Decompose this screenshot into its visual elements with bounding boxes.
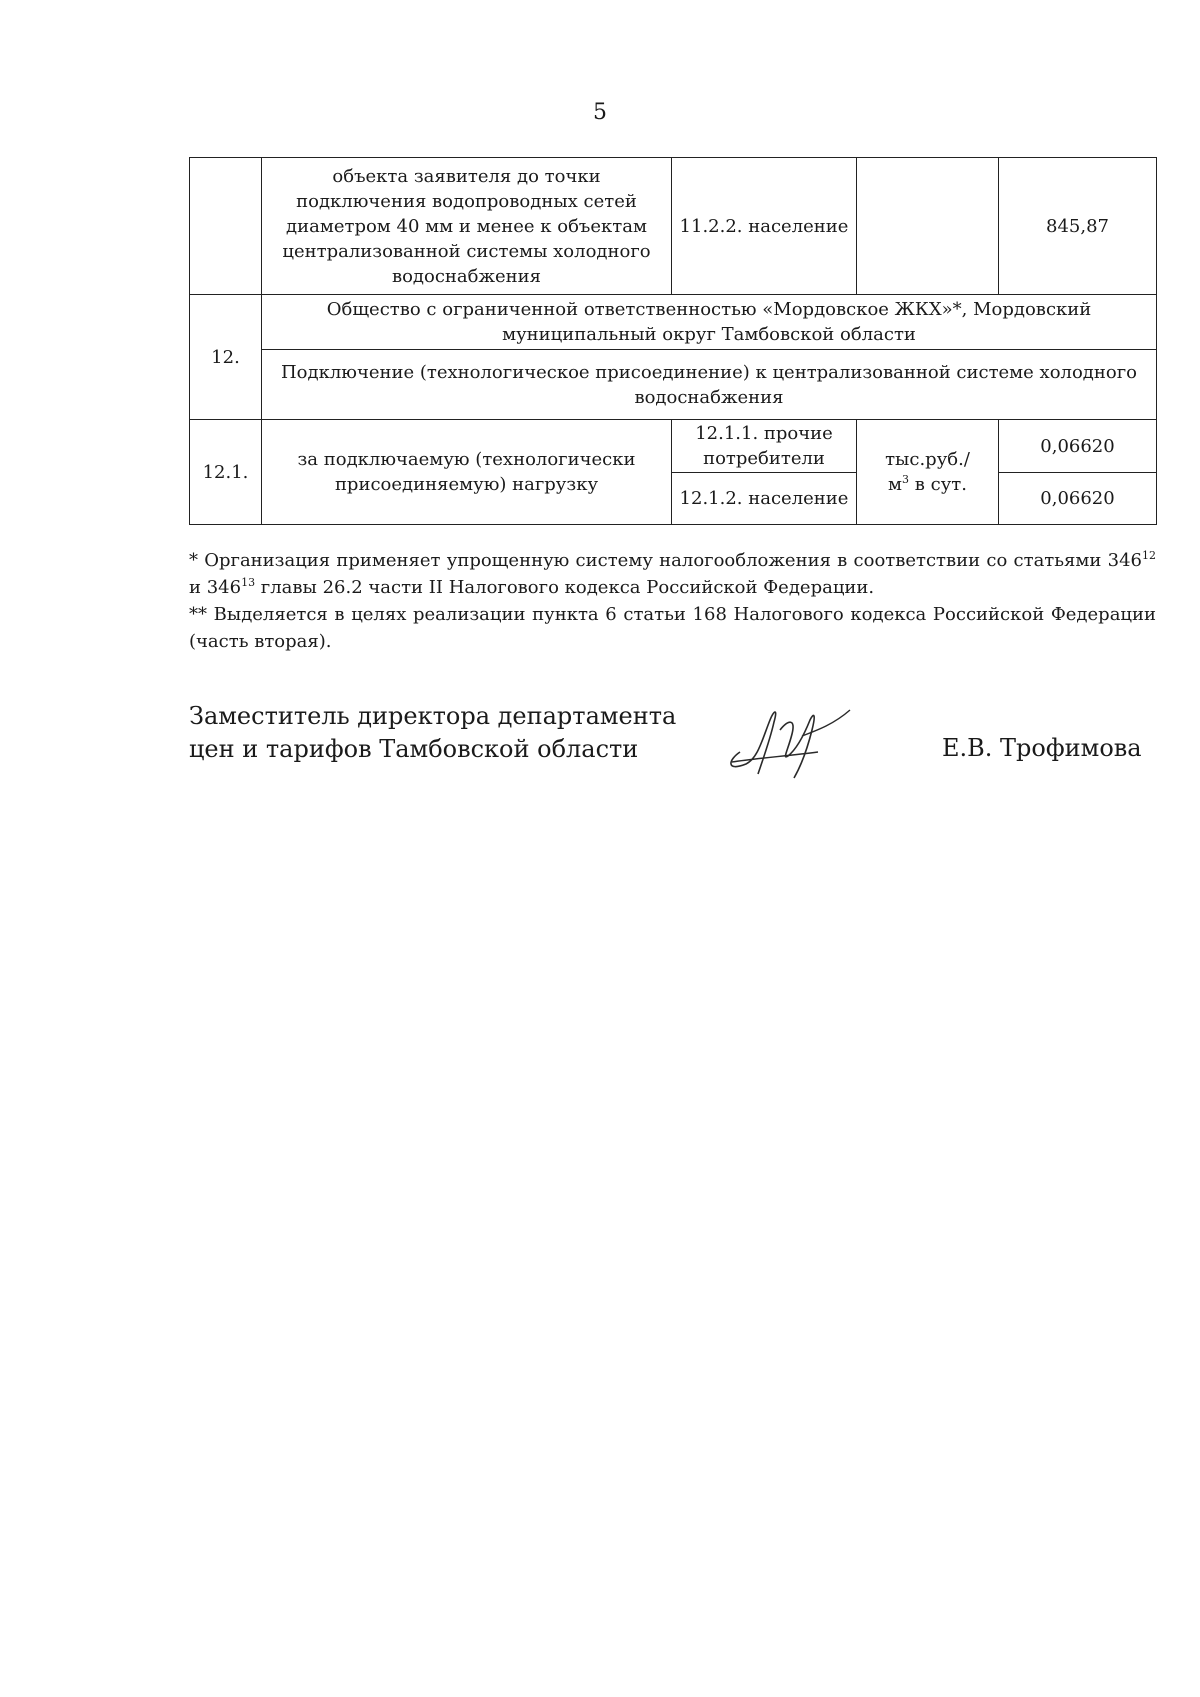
unit-superscript: 3 — [902, 473, 910, 486]
group-line: потребители — [703, 448, 825, 469]
table-row-12-organization — [190, 295, 1157, 350]
consumer-group-cell — [672, 473, 857, 525]
description-line: присоединяемую) нагрузку — [334, 474, 599, 495]
description-cell — [262, 420, 672, 525]
unit-cell-empty — [857, 158, 999, 295]
footnote-superscript: 12 — [1142, 549, 1156, 562]
group-line: 12.1.2. население — [679, 488, 849, 509]
unit-base: м — [888, 474, 903, 495]
description-line: объекта заявителя до точки — [332, 165, 601, 187]
table-row-12-1-1 — [190, 420, 1157, 473]
description-line: за подключаемую (технологически — [297, 449, 636, 470]
number-cell-empty — [190, 158, 262, 295]
footnote-text: * Организация применяет упрощенную систему налогообложения в соответствии со статьями 346 — [189, 550, 1142, 571]
unit-line: тыс.руб./ — [885, 449, 970, 470]
organization-line: муниципальный округ Тамбовской области — [502, 324, 916, 345]
tariff-value-cell: 0,06620 — [999, 420, 1157, 473]
organization-line: Общество с ограниченной ответственностью «Мордовское ЖКХ»*, Мордовский — [326, 299, 1092, 320]
tariff-table — [189, 157, 1157, 525]
tariff-value-cell: 845,87 — [999, 158, 1157, 295]
section-number-cell: 12. — [190, 295, 262, 420]
service-line: водоснабжения — [634, 386, 784, 408]
row-number-cell: 12.1. — [190, 420, 262, 525]
description-cell — [262, 158, 672, 295]
service-line: Подключение (технологическое присоединение) к централизованной системе холодного — [280, 361, 1137, 383]
position-line: Заместитель директора департамента — [189, 702, 677, 730]
table-row-11-2-2 — [190, 158, 1157, 295]
group-line: 12.1.1. прочие — [695, 423, 833, 444]
consumer-group-cell — [672, 420, 857, 473]
footnotes — [189, 547, 1156, 655]
consumer-group-cell: 11.2.2. население — [672, 158, 857, 295]
description-line: централизованной системы холодного — [282, 240, 651, 262]
description-line: водоснабжения — [391, 265, 542, 287]
description-line: диаметром 40 мм и менее к объектам — [286, 215, 647, 237]
signer-name: Е.В. Трофимова — [942, 734, 1142, 762]
footnote-superscript: 13 — [241, 576, 256, 589]
position-line: цен и тарифов Тамбовской области — [189, 735, 639, 763]
unit-suffix: в сут. — [909, 474, 967, 495]
handwritten-signature — [718, 700, 858, 780]
unit-cell — [857, 420, 999, 525]
footnote-text: главы 26.2 части II Налогового кодекса Российской Федерации. — [255, 577, 875, 598]
unit-line — [863, 472, 992, 497]
organization-cell — [262, 295, 1157, 350]
description-line: подключения водопроводных сетей — [296, 190, 637, 212]
footnote-simplified-tax — [189, 547, 1156, 601]
tariff-value-cell: 0,06620 — [999, 473, 1157, 525]
footnote-text: и 346 — [189, 577, 242, 598]
table-row-12-service — [190, 350, 1157, 420]
footnote-vat: ** Выделяется в целях реализации пункта 6 статьи 168 Налогового кодекса Российской Федерации (часть вторая). — [189, 604, 1156, 652]
page-number: 5 — [593, 100, 607, 125]
service-cell — [262, 350, 1157, 420]
signatory-position — [189, 700, 676, 766]
